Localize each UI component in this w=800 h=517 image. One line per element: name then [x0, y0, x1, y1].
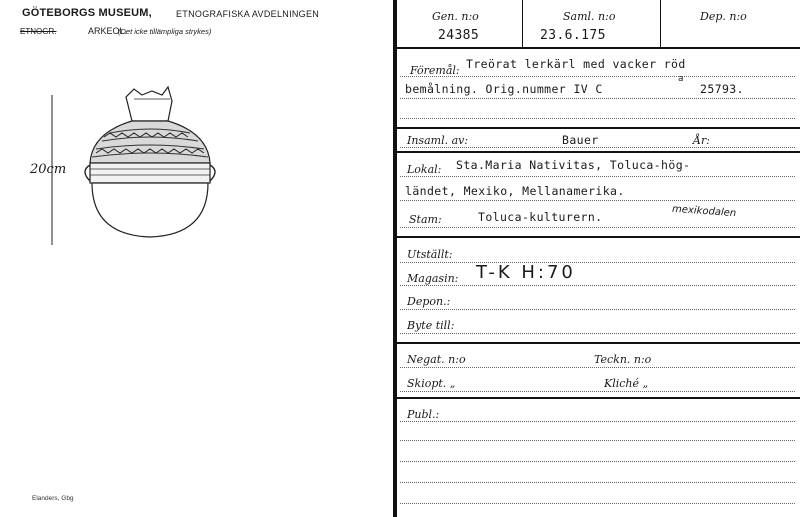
rule — [400, 118, 795, 119]
foremal-line1: Treörat lerkärl med vacker röd — [466, 57, 686, 71]
magasin-label: Magasin: — [407, 272, 459, 285]
rule — [400, 200, 795, 201]
utstallt-label: Utställt: — [407, 248, 453, 261]
section-rule — [397, 342, 800, 344]
etnogr-label: ETNOGR. — [20, 27, 57, 36]
rule — [400, 391, 795, 392]
rule — [400, 176, 795, 177]
kliche-label: Kliché „ — [604, 377, 649, 390]
header-rule — [397, 47, 800, 49]
byte-label: Byte till: — [407, 319, 455, 332]
rule — [400, 333, 795, 334]
insaml-value: Bauer — [562, 133, 599, 147]
rule — [400, 309, 795, 310]
stam-value: Toluca-kulturern. — [478, 210, 603, 224]
museum-name: GÖTEBORGS MUSEUM, — [22, 7, 152, 19]
header-divider-2 — [660, 0, 661, 48]
foremal-number: 25793. — [700, 82, 744, 96]
stam-handwritten-note: mexikodalen — [671, 203, 737, 220]
rule — [400, 227, 795, 228]
depon-label: Depon.: — [407, 295, 451, 308]
lokal-line2: ländet, Mexiko, Mellanamerika. — [405, 184, 625, 198]
magasin-value: T-K H:70 — [476, 262, 576, 283]
publisher-label: Elanders, Gbg — [32, 495, 74, 502]
vessel-drawing — [50, 85, 230, 250]
skiopt-label: Skiopt. „ — [407, 377, 456, 390]
foremal-line2: bemålning. Orig.nummer IV C — [405, 82, 603, 96]
section-rule — [397, 127, 800, 129]
rule — [400, 147, 795, 148]
rule — [400, 440, 795, 441]
section-rule — [397, 151, 800, 153]
stam-label: Stam: — [409, 213, 442, 226]
section-rule — [397, 397, 800, 399]
rule — [400, 98, 795, 99]
foremal-label: Föremål: — [410, 64, 460, 77]
rule — [400, 503, 795, 504]
department-name: ETNOGRAFISKA AVDELNINGEN — [176, 9, 320, 19]
rule — [400, 367, 795, 368]
rule — [400, 461, 795, 462]
saml-nr-value: 23.6.175 — [540, 28, 606, 43]
card-divider — [393, 0, 397, 517]
gen-nr-value: 24385 — [438, 28, 480, 43]
rule — [400, 285, 795, 286]
insaml-label: Insaml. av: — [407, 134, 469, 147]
teckn-label: Teckn. n:o — [594, 353, 652, 366]
publ-label: Publ.: — [407, 408, 440, 421]
negat-label: Negat. n:o — [407, 353, 466, 366]
lokal-line1: Sta.Maria Nativitas, Toluca-hög- — [456, 158, 691, 172]
section-rule — [397, 236, 800, 238]
lokal-label: Lokal: — [407, 163, 442, 176]
size-label: 20cm — [30, 162, 67, 177]
strike-note: (Det icke tillämpliga strykes) — [118, 27, 212, 36]
rule — [400, 421, 795, 422]
rule — [400, 262, 795, 263]
foremal-superscript: a — [678, 74, 684, 84]
dep-nr-label: Dep. n:o — [700, 10, 747, 23]
ar-label: År: — [693, 134, 710, 147]
saml-nr-label: Saml. n:o — [563, 10, 616, 23]
rule — [400, 482, 795, 483]
header-divider-1 — [522, 0, 523, 48]
rule — [400, 76, 795, 77]
gen-nr-label: Gen. n:o — [432, 10, 479, 23]
arkeol-label: ARKEOL. — [88, 26, 128, 36]
